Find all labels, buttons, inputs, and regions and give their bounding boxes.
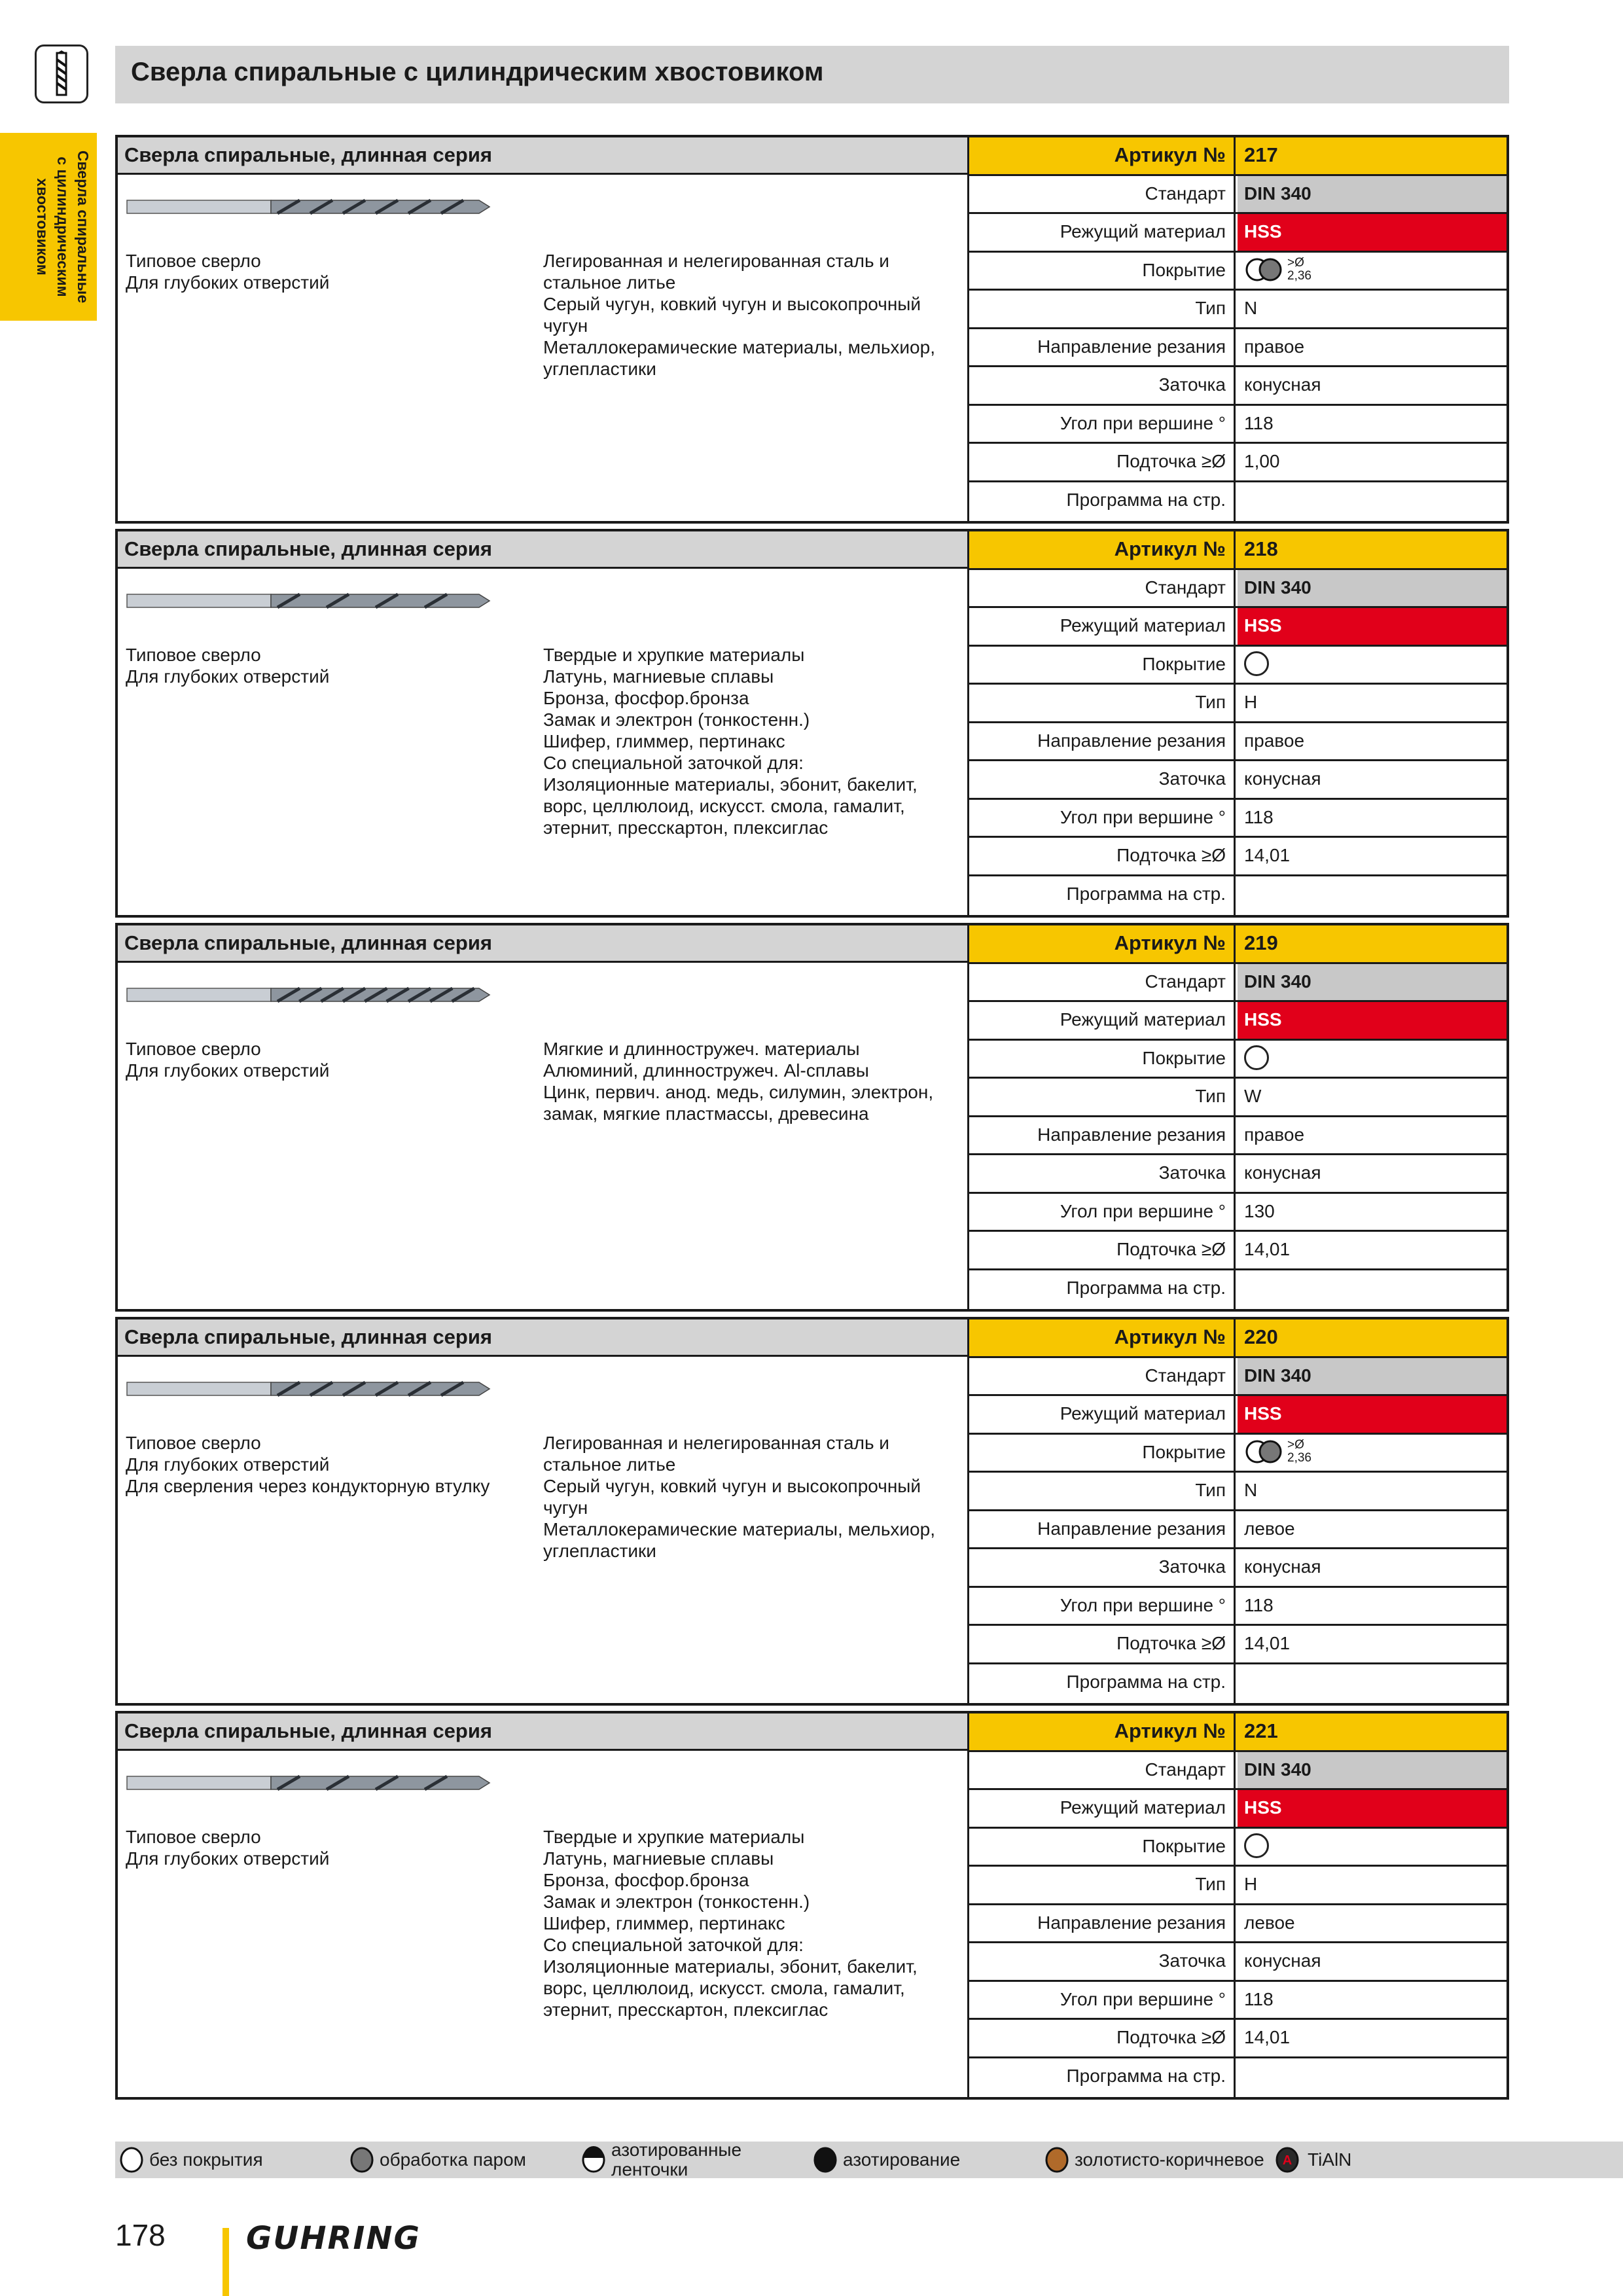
spec-label: Стандарт [969, 1358, 1236, 1395]
material-line: Изоляционные материалы, эбонит, бакелит, [543, 1956, 918, 1977]
web-thinning-row [969, 2020, 1507, 2058]
web-thinning-row [969, 838, 1507, 876]
no-coating-icon [1244, 651, 1269, 676]
material-line: Латунь, магниевые сплавы [543, 1848, 774, 1869]
article-card [115, 923, 1509, 1312]
drill-icon [126, 195, 492, 219]
spec-value: левое [1244, 1518, 1295, 1539]
application-line: Типовое сверло [126, 1827, 261, 1847]
application-line: Для глубоких отверстий [126, 1060, 330, 1081]
material-line: Серый чугун, ковкий чугун и высокопрочный [543, 294, 921, 314]
applications-list [126, 644, 518, 687]
sharpening-row [969, 1155, 1507, 1194]
material-line: Со специальной заточкой для: [543, 753, 804, 773]
spec-label: Подточка ≥Ø [969, 1626, 1236, 1662]
material-line: ворс, целлюлоид, искусст. смола, гамалит, [543, 796, 905, 816]
drill-icon [126, 983, 492, 1007]
section-tab[interactable] [0, 133, 97, 321]
steam-treated-icon [1244, 1439, 1285, 1465]
web-thinning-row [969, 1232, 1507, 1270]
spec-value: W [1244, 1086, 1262, 1106]
page-title: Сверла спиральные с цилиндрическим хвостовиком [131, 58, 824, 86]
application-line: Типовое сверло [126, 251, 261, 271]
spec-label: Заточка [969, 1943, 1236, 1980]
spec-table [969, 531, 1507, 915]
sharpening-row [969, 1549, 1507, 1588]
spec-value: правое [1244, 1124, 1305, 1145]
spec-value: DIN 340 [1238, 1358, 1507, 1395]
material-line: замак, мягкие пластмассы, древесина [543, 1103, 869, 1124]
spec-value: HSS [1238, 1002, 1507, 1039]
legend-item-nitrided: азотирование [812, 2142, 960, 2178]
material-line: Твердые и хрупкие материалы [543, 645, 805, 665]
material-line: чугун [543, 315, 588, 336]
spec-value [1238, 1270, 1507, 1310]
spec-table [969, 925, 1507, 1309]
article-row [969, 1713, 1507, 1752]
drill-icon [126, 1377, 492, 1401]
spec-label: Угол при вершине ° [969, 800, 1236, 836]
spec-label: Покрытие [969, 253, 1236, 289]
spec-value: 219 [1244, 931, 1278, 954]
spec-value: HSS [1238, 1790, 1507, 1827]
standard-row [969, 1358, 1507, 1397]
material-line: Со специальной заточкой для: [543, 1935, 804, 1955]
series-title: Сверла спиральные, длинная серия [124, 931, 492, 954]
no-coating-icon [118, 2146, 145, 2174]
spec-value [1238, 1664, 1507, 1704]
spec-label: Программа на стр. [969, 876, 1236, 916]
article-row [969, 137, 1507, 176]
spec-value: 1,00 [1244, 451, 1280, 471]
spec-value: левое [1244, 1912, 1295, 1933]
drill-icon [126, 589, 492, 613]
spec-value: 118 [1244, 806, 1274, 827]
materials-list [543, 250, 962, 380]
standard-row [969, 964, 1507, 1003]
material-line: Металлокерамические материалы, мельхиор, [543, 1519, 935, 1539]
spec-label: Покрытие [969, 1829, 1236, 1865]
footer-accent-bar [223, 2228, 229, 2296]
spec-label: Артикул № [969, 137, 1236, 174]
page-title-bar [115, 46, 1509, 103]
spec-label: Режущий материал [969, 608, 1236, 645]
spec-value: 217 [1244, 143, 1278, 166]
application-line: Для сверления через кондукторную втулку [126, 1476, 490, 1496]
series-title: Сверла спиральные, длинная серия [124, 537, 492, 560]
application-line: Для глубоких отверстий [126, 666, 330, 687]
drill-image [126, 983, 492, 1010]
steam-treated-icon [348, 2146, 376, 2174]
section-tab-label: Сверла спиральные с цилиндрическим хвостовиком [34, 150, 92, 304]
spec-value: 14,01 [1244, 845, 1291, 865]
article-card [115, 529, 1509, 918]
spec-label: Направление резания [969, 1511, 1236, 1548]
page-number: 178 [115, 2218, 166, 2252]
spec-value [1238, 647, 1507, 683]
spec-label: Режущий материал [969, 1396, 1236, 1433]
coating-row [969, 1435, 1507, 1473]
spec-label: Подточка ≥Ø [969, 1232, 1236, 1268]
spec-value: HSS [1238, 1396, 1507, 1433]
program-row [969, 2058, 1507, 2098]
materials-list [543, 1038, 962, 1124]
spec-value: H [1244, 692, 1258, 712]
spec-value: 118 [1244, 412, 1274, 433]
spec-label: Тип [969, 1473, 1236, 1509]
materials-list [543, 1826, 962, 2020]
spec-label: Тип [969, 1079, 1236, 1115]
spec-value: конусная [1244, 1556, 1321, 1577]
drill-image [126, 589, 492, 616]
spec-label: Артикул № [969, 925, 1236, 962]
spec-table [969, 137, 1507, 521]
spec-value: 130 [1244, 1200, 1275, 1221]
brand-logo: GUHRING [246, 2220, 421, 2257]
material-line: Замак и электрон (тонкостенн.) [543, 709, 810, 730]
spec-value: 118 [1244, 1988, 1274, 2009]
point-angle-row [969, 1194, 1507, 1232]
spec-table [969, 1713, 1507, 2097]
svg-text:A: A [1282, 2153, 1293, 2168]
material-line: углепластики [543, 1541, 656, 1561]
point-angle-row [969, 1588, 1507, 1626]
series-title: Сверла спиральные, длинная серия [124, 143, 492, 166]
spec-label: Заточка [969, 1155, 1236, 1192]
cutting-direction-row [969, 1117, 1507, 1156]
coating-row [969, 647, 1507, 685]
materials-list [543, 644, 962, 838]
spec-label: Заточка [969, 1549, 1236, 1586]
applications-list [126, 1826, 518, 1869]
legend-item-tialn: A TiAlN [1274, 2142, 1351, 2178]
cutting-material-row [969, 1396, 1507, 1435]
material-line: Серый чугун, ковкий чугун и высокопрочный [543, 1476, 921, 1496]
spec-value: DIN 340 [1238, 1752, 1507, 1789]
spec-label: Тип [969, 291, 1236, 327]
article-row [969, 925, 1507, 964]
series-title: Сверла спиральные, длинная серия [124, 1325, 492, 1348]
material-line: Бронза, фосфор.бронза [543, 688, 749, 708]
web-thinning-row [969, 1626, 1507, 1664]
spec-label: Тип [969, 685, 1236, 721]
type-row [969, 291, 1507, 329]
cutting-material-row [969, 214, 1507, 253]
material-line: этернит, пресскартон, плексиглас [543, 2000, 829, 2020]
application-line: Для глубоких отверстий [126, 1848, 330, 1869]
article-card [115, 1711, 1509, 2100]
coating-row [969, 1829, 1507, 1867]
no-coating-icon [1244, 1833, 1269, 1858]
standard-row [969, 1752, 1507, 1791]
drill-icon [35, 45, 88, 103]
spec-label: Угол при вершине ° [969, 1982, 1236, 2018]
material-line: Легированная и нелегированная сталь и [543, 251, 889, 271]
coating-diameter-note: >Ø 2,36 [1287, 256, 1311, 283]
spec-label: Подточка ≥Ø [969, 838, 1236, 874]
material-line: Легированная и нелегированная сталь и [543, 1433, 889, 1453]
article-card [115, 1317, 1509, 1706]
spec-value: 14,01 [1244, 1239, 1291, 1259]
application-line: Для глубоких отверстий [126, 272, 330, 293]
cutting-direction-row [969, 329, 1507, 368]
type-row [969, 1079, 1507, 1117]
materials-list [543, 1432, 962, 1562]
spec-label: Направление резания [969, 1117, 1236, 1154]
spec-value: HSS [1238, 608, 1507, 645]
standard-row [969, 176, 1507, 215]
legend-item-steam: обработка паром [348, 2142, 526, 2178]
spec-value: HSS [1238, 214, 1507, 251]
article-card [115, 135, 1509, 524]
gold-brown-icon [1043, 2146, 1071, 2174]
cutting-material-row [969, 1790, 1507, 1829]
spec-value [1238, 1041, 1507, 1077]
legend-item-none: без покрытия [118, 2142, 263, 2178]
spec-label: Стандарт [969, 176, 1236, 213]
spec-label: Заточка [969, 761, 1236, 798]
material-line: Шифер, глиммер, пертинакс [543, 1913, 785, 1933]
spec-value: 14,01 [1244, 2027, 1291, 2047]
coating-legend [115, 2142, 1623, 2178]
material-line: Шифер, глиммер, пертинакс [543, 731, 785, 751]
material-line: Мягкие и длинностружеч. материалы [543, 1039, 860, 1059]
spec-value: 14,01 [1244, 1633, 1291, 1653]
spec-value: 118 [1244, 1594, 1274, 1615]
steam-treated-icon [1244, 257, 1285, 283]
spec-value: DIN 340 [1238, 570, 1507, 607]
spec-value [1238, 2058, 1507, 2098]
point-angle-row [969, 1982, 1507, 2020]
material-line: Твердые и хрупкие материалы [543, 1827, 805, 1847]
spec-value: 220 [1244, 1325, 1278, 1348]
application-line: Типовое сверло [126, 1433, 261, 1453]
spec-table [969, 1319, 1507, 1703]
spec-value [1238, 253, 1507, 289]
cutting-direction-row [969, 1511, 1507, 1550]
spec-label: Направление резания [969, 1905, 1236, 1942]
spec-label: Направление резания [969, 723, 1236, 760]
drill-image [126, 1377, 492, 1404]
program-row [969, 482, 1507, 522]
spec-label: Программа на стр. [969, 1664, 1236, 1704]
sharpening-row [969, 1943, 1507, 1982]
standard-row [969, 570, 1507, 609]
material-line: ворс, целлюлоид, искусст. смола, гамалит, [543, 1978, 905, 1998]
spec-label: Тип [969, 1867, 1236, 1903]
type-row [969, 1867, 1507, 1905]
spec-value: DIN 340 [1238, 176, 1507, 213]
cutting-material-row [969, 608, 1507, 647]
legend-item-gold: золотисто-коричневое [1043, 2142, 1264, 2178]
legend-item-nitrided-land: азотированные ленточки [580, 2142, 741, 2178]
material-line: Алюминий, длинностружеч. Al-сплавы [543, 1060, 869, 1081]
applications-list [126, 250, 518, 293]
spec-value: конусная [1244, 374, 1321, 395]
program-row [969, 1270, 1507, 1310]
material-line: Бронза, фосфор.бронза [543, 1870, 749, 1890]
coating-row [969, 253, 1507, 291]
point-angle-row [969, 406, 1507, 444]
no-coating-icon [1244, 1045, 1269, 1070]
application-line: Для глубоких отверстий [126, 1454, 330, 1475]
program-row [969, 876, 1507, 916]
nitrided-land-icon [580, 2146, 607, 2174]
tialn-icon [1274, 2146, 1301, 2174]
spec-value: конусная [1244, 1950, 1321, 1971]
type-row [969, 1473, 1507, 1511]
spec-label: Стандарт [969, 1752, 1236, 1789]
spec-label: Покрытие [969, 1041, 1236, 1077]
drill-icon [126, 1771, 492, 1795]
applications-list [126, 1038, 518, 1081]
material-line: стальное литье [543, 272, 676, 293]
point-angle-row [969, 800, 1507, 838]
spec-value: конусная [1244, 768, 1321, 789]
spec-label: Покрытие [969, 1435, 1236, 1471]
series-title: Сверла спиральные, длинная серия [124, 1719, 492, 1742]
material-line: этернит, пресскартон, плексиглас [543, 817, 829, 838]
spec-label: Стандарт [969, 570, 1236, 607]
spec-label: Стандарт [969, 964, 1236, 1001]
spec-value: 221 [1244, 1719, 1278, 1742]
web-thinning-row [969, 444, 1507, 482]
spec-label: Режущий материал [969, 1002, 1236, 1039]
drill-image [126, 195, 492, 222]
spec-label: Покрытие [969, 647, 1236, 683]
applications-list [126, 1432, 518, 1497]
spec-label: Режущий материал [969, 214, 1236, 251]
spec-value [1238, 1435, 1507, 1471]
spec-label: Подточка ≥Ø [969, 2020, 1236, 2056]
sharpening-row [969, 367, 1507, 406]
cutting-direction-row [969, 723, 1507, 762]
spec-label: Программа на стр. [969, 482, 1236, 522]
spec-value: DIN 340 [1238, 964, 1507, 1001]
material-line: Замак и электрон (тонкостенн.) [543, 1892, 810, 1912]
type-row [969, 685, 1507, 723]
spec-label: Артикул № [969, 531, 1236, 568]
spec-label: Артикул № [969, 1319, 1236, 1356]
material-line: Латунь, магниевые сплавы [543, 666, 774, 687]
spec-value: правое [1244, 730, 1305, 751]
sharpening-row [969, 761, 1507, 800]
spec-label: Угол при вершине ° [969, 1588, 1236, 1624]
spec-value: 218 [1244, 537, 1278, 560]
coating-row [969, 1041, 1507, 1079]
spec-value [1238, 876, 1507, 916]
article-row [969, 531, 1507, 570]
material-line: Металлокерамические материалы, мельхиор, [543, 337, 935, 357]
program-row [969, 1664, 1507, 1704]
material-line: углепластики [543, 359, 656, 379]
spec-value [1238, 1829, 1507, 1865]
spec-label: Угол при вершине ° [969, 406, 1236, 442]
cutting-material-row [969, 1002, 1507, 1041]
spec-value: N [1244, 1480, 1258, 1500]
coating-diameter-note: >Ø 2,36 [1287, 1438, 1311, 1465]
material-line: Изоляционные материалы, эбонит, бакелит, [543, 774, 918, 795]
spec-label: Программа на стр. [969, 2058, 1236, 2098]
cutting-direction-row [969, 1905, 1507, 1944]
article-row [969, 1319, 1507, 1358]
spec-value: конусная [1244, 1162, 1321, 1183]
spec-label: Артикул № [969, 1713, 1236, 1750]
material-line: стальное литье [543, 1454, 676, 1475]
nitrided-icon [812, 2146, 839, 2174]
spec-value: правое [1244, 336, 1305, 357]
spec-label: Направление резания [969, 329, 1236, 366]
application-line: Типовое сверло [126, 1039, 261, 1059]
material-line: Цинк, первич. анод. медь, силумин, электрон, [543, 1082, 934, 1102]
spec-value [1238, 482, 1507, 522]
application-line: Типовое сверло [126, 645, 261, 665]
spec-label: Программа на стр. [969, 1270, 1236, 1310]
spec-label: Заточка [969, 367, 1236, 404]
spec-label: Подточка ≥Ø [969, 444, 1236, 480]
spec-label: Режущий материал [969, 1790, 1236, 1827]
spec-value: H [1244, 1874, 1258, 1894]
spec-value: N [1244, 298, 1258, 318]
drill-image [126, 1771, 492, 1798]
spec-label: Угол при вершине ° [969, 1194, 1236, 1230]
material-line: чугун [543, 1498, 588, 1518]
